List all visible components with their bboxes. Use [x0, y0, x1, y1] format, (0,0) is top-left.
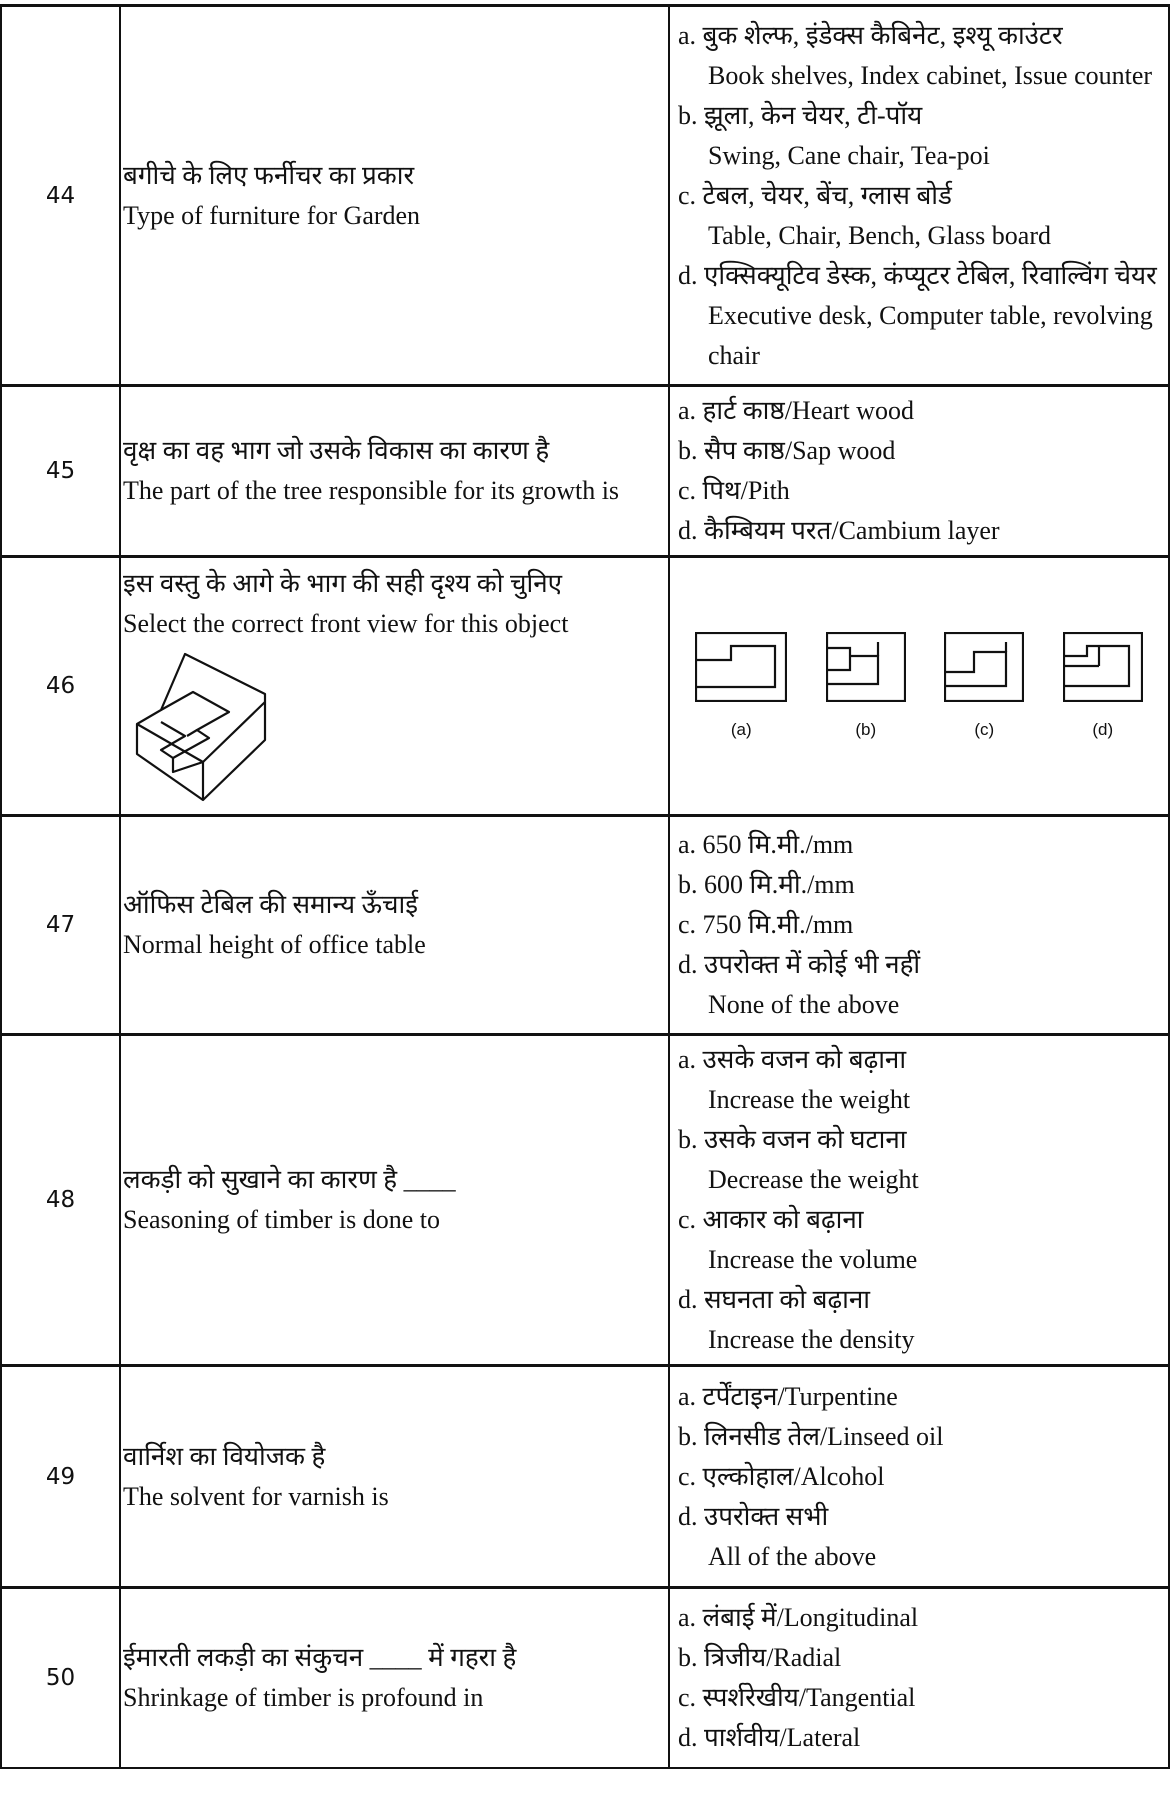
option-b: b. झूला, केन चेयर, टी-पॉय Swing, Cane chair, Tea-poi: [678, 100, 990, 170]
option-c: c. आकार को बढ़ाना Increase the volume: [678, 1205, 918, 1274]
question-row: [1, 6, 1169, 386]
front-view-a-figure: [695, 632, 787, 702]
question-text-hindi: वार्निश का वियोजक है: [123, 1441, 326, 1471]
question-text-english: The part of the tree responsible for its growth is: [123, 476, 620, 505]
question-text: [120, 1366, 669, 1588]
question-text-english: Select the correct front view for this object: [123, 609, 569, 638]
question-row: [1, 386, 1169, 557]
option-c: c. एल्कोहाल/Alcohol: [678, 1461, 885, 1491]
question-row: [1, 1366, 1169, 1588]
question-text-english: Seasoning of timber is done to: [123, 1205, 441, 1234]
options-cell: [669, 386, 1169, 557]
question-text-english: Shrinkage of timber is profound in: [123, 1682, 484, 1712]
option-label: (a): [730, 720, 752, 739]
option-b: b. उसके वजन को घटाना Decrease the weight: [678, 1125, 919, 1194]
options-cell: [669, 557, 1169, 816]
option-b: [826, 632, 906, 740]
question-row: [1, 1035, 1169, 1366]
option-d: d. कैम्बियम परत/Cambium layer: [678, 516, 1000, 545]
question-text: [120, 557, 669, 816]
question-text-english: Type of furniture for Garden: [123, 200, 421, 230]
option-label: (b): [855, 720, 877, 739]
question-number: 44: [1, 6, 120, 386]
question-text: [120, 386, 669, 557]
question-text-english: The solvent for varnish is: [123, 1481, 389, 1511]
question-number: 48: [1, 1035, 120, 1366]
option-d: d. उपरोक्त में कोई भी नहीं None of the above: [678, 950, 921, 1019]
option-b: b. त्रिजीय/Radial: [678, 1642, 842, 1672]
option-d: d. उपरोक्त सभी All of the above: [678, 1501, 877, 1571]
question-text-hindi: ऑफिस टेबिल की समान्य ऊँचाई: [123, 890, 418, 919]
question-text: [120, 816, 669, 1035]
question-text-hindi: इस वस्तु के आगे के भाग की सही दृश्य को चुनिए: [123, 569, 563, 598]
question-text-hindi: लकड़ी को सुखाने का कारण है ____: [123, 1165, 456, 1194]
question-number: 50: [1, 1588, 120, 1768]
question-number: 45: [1, 386, 120, 557]
front-view-d-figure: [1063, 632, 1143, 702]
option-a: a. टर्पेंटाइन/Turpentine: [678, 1381, 898, 1411]
option-d: d. एक्सिक्यूटिव डेस्क, कंप्यूटर टेबिल, रिवाल्विंग चेयर Executive desk, Computer table, revolving chair: [678, 260, 1157, 370]
question-row: [1, 557, 1169, 816]
options-cell: [669, 1366, 1169, 1588]
option-c: c. टेबल, चेयर, बेंच, ग्लास बोर्ड Table, Chair, Bench, Glass board: [678, 180, 1051, 250]
option-d: [1063, 632, 1143, 740]
options-cell: [669, 816, 1169, 1035]
option-a: [695, 632, 787, 740]
question-text-hindi: वृक्ष का वह भाग जो उसके विकास का कारण है: [123, 436, 550, 465]
option-a: a. 650 मि.मी./mm: [678, 830, 854, 859]
question-row: [1, 1588, 1169, 1768]
question-text-english: Normal height of office table: [123, 930, 426, 959]
option-b: b. 600 मि.मी./mm: [678, 870, 855, 899]
option-c: c. स्पर्शरेखीय/Tangential: [678, 1682, 916, 1712]
option-c: [944, 632, 1024, 740]
option-b: b. सैप काष्ठ/Sap wood: [678, 436, 896, 465]
option-label: (d): [1092, 720, 1114, 739]
question-text: [120, 1035, 669, 1366]
option-a: a. बुक शेल्फ, इंडेक्स कैबिनेट, इश्यू काउंटर Book shelves, Index cabinet, Issue counter: [678, 20, 1153, 90]
option-c: c. पिथ/Pith: [678, 476, 790, 505]
options-cell: [669, 6, 1169, 386]
options-cell: [669, 1035, 1169, 1366]
option-c: c. 750 मि.मी./mm: [678, 910, 854, 939]
question-number: 47: [1, 816, 120, 1035]
option-a: a. हार्ट काष्ठ/Heart wood: [678, 396, 914, 425]
question-text-hindi: बगीचे के लिए फर्नीचर का प्रकार: [123, 160, 415, 190]
option-b: b. लिनसीड तेल/Linseed oil: [678, 1421, 944, 1451]
front-view-b-figure: [826, 632, 906, 702]
question-row: [1, 816, 1169, 1035]
option-d: d. पार्शवीय/Lateral: [678, 1722, 861, 1752]
isometric-object-figure: [133, 652, 664, 814]
question-number: 49: [1, 1366, 120, 1588]
question-text-hindi: ईमारती लकड़ी का संकुचन ____ में गहरा है: [123, 1642, 517, 1672]
option-label: (c): [974, 720, 995, 739]
question-text: [120, 6, 669, 386]
front-view-c-figure: [944, 632, 1024, 702]
option-d: d. सघनता को बढ़ाना Increase the density: [678, 1285, 915, 1354]
option-a: a. लंबाई में/Longitudinal: [678, 1602, 919, 1632]
question-text: [120, 1588, 669, 1768]
options-cell: [669, 1588, 1169, 1768]
question-table: [0, 4, 1170, 1769]
question-number: 46: [1, 557, 120, 816]
option-a: a. उसके वजन को बढ़ाना Increase the weight: [678, 1045, 911, 1114]
front-view-options: [670, 624, 1168, 748]
